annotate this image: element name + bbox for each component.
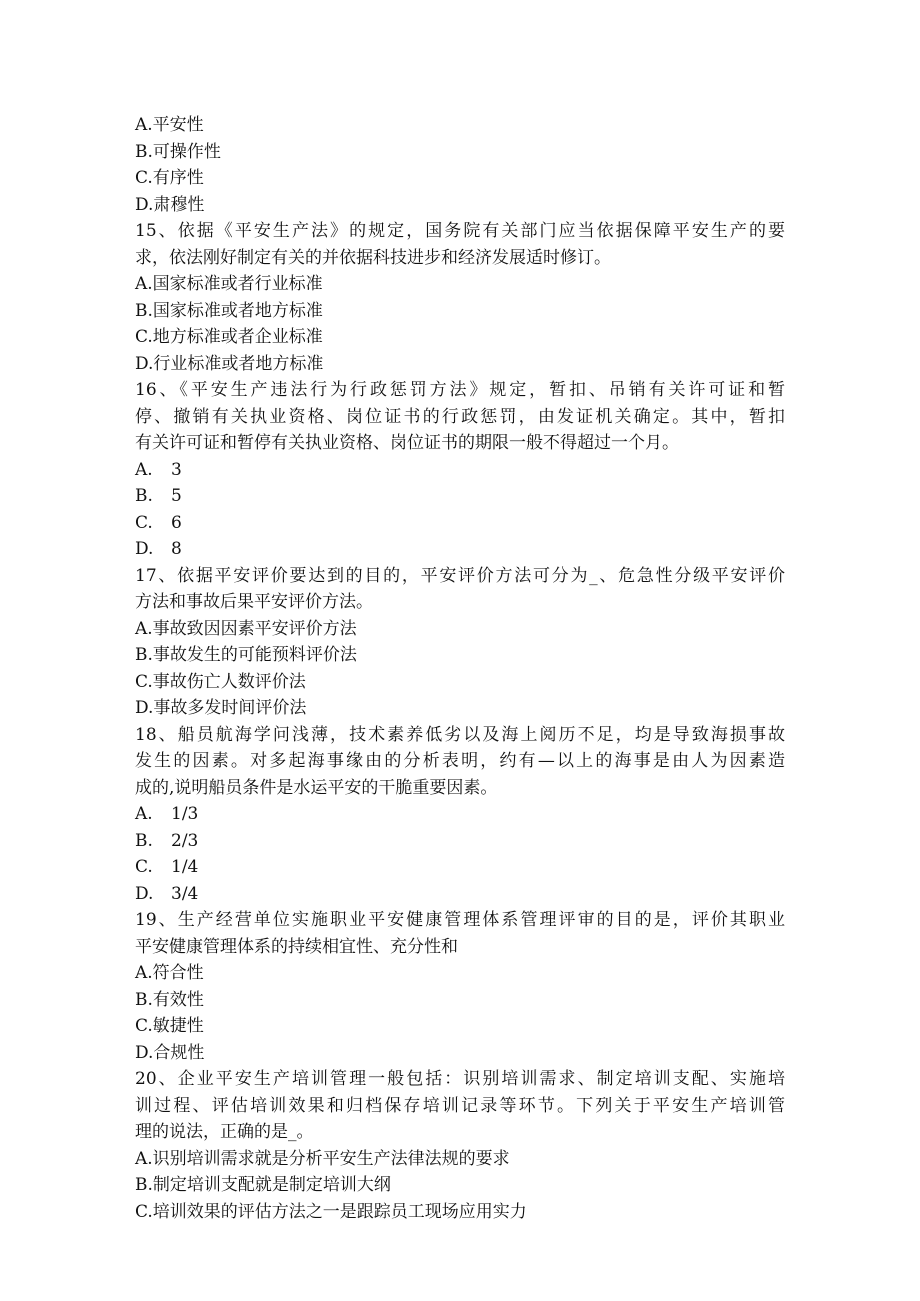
option-value: 5 (171, 486, 182, 506)
answer-option: B.可操作性 (135, 141, 221, 162)
option-key: D. (135, 883, 154, 904)
option-value: 1/3 (171, 804, 199, 824)
answer-option (135, 828, 785, 855)
question-line: 理的说法，正确的是_。 (135, 1122, 314, 1142)
exam-page (135, 112, 785, 1225)
option-value: 8 (171, 539, 182, 559)
answer-option: A.识别培训需求就是分析平安生产法律法规的要求 (135, 1148, 510, 1169)
option-key: B. (135, 830, 153, 851)
option-value: 1/4 (171, 857, 199, 877)
answer-option (135, 801, 785, 828)
question-line: 平安健康管理体系的持续相宜性、充分性和 (135, 936, 458, 957)
question-line: 19、生产经营单位实施职业平安健康管理体系管理评审的目的是，评价其职业 (135, 910, 785, 930)
question-stem (135, 1066, 785, 1146)
question-stem (135, 563, 785, 616)
option-key: C. (135, 512, 153, 533)
answer-option (135, 510, 785, 537)
option-key: C. (135, 857, 153, 877)
option-value: 6 (171, 512, 182, 533)
answer-option: C.敏捷性 (135, 1016, 204, 1036)
question-line: 训过程、评估培训效果和归档保存培训记录等环节。下列关于平安生产培训管 (135, 1095, 785, 1116)
answer-option: D.事故多发时间评价法 (135, 698, 307, 718)
answer-option: D.合规性 (135, 1042, 205, 1063)
question-line: 成的,说明船员条件是水运平安的干脆重要因素。 (135, 777, 498, 798)
question-line: 16、《平安生产违法行为行政惩罚方法》规定，暂扣、吊销有关许可证和暂 (135, 380, 785, 400)
option-key: A. (135, 804, 153, 824)
option-value: 3/4 (171, 883, 199, 904)
answer-option (135, 457, 785, 484)
answer-option (135, 536, 785, 563)
question-line: 方法和事故后果平安评价方法。 (135, 592, 373, 612)
question-line: 有关许可证和暂停有关执业资格、岗位证书的期限一般不得超过一个月。 (135, 433, 679, 453)
answer-option: B.国家标准或者地方标准 (135, 300, 323, 321)
option-value: 3 (171, 459, 182, 480)
answer-option: A.平安性 (135, 115, 204, 135)
answer-option (135, 854, 785, 881)
question-stem (135, 722, 785, 802)
answer-option: A.国家标准或者行业标准 (135, 274, 323, 294)
question-line: 17、依据平安评价要达到的目的，平安评价方法可分为_、危急性分级平安评价 (135, 565, 785, 586)
question-stem (135, 377, 785, 457)
answer-option: D.肃穆性 (135, 194, 205, 215)
answer-option: C.培训效果的评估方法之一是跟踪员工现场应用实力 (135, 1201, 527, 1222)
answer-option: B.事故发生的可能预料评价法 (135, 645, 357, 665)
question-stem (135, 218, 785, 271)
option-value: 2/3 (171, 830, 199, 851)
answer-option: A.事故致因因素平安评价方法 (135, 618, 357, 639)
answer-option: A.符合性 (135, 963, 204, 983)
question-line: 求，依法刚好制定有关的并依据科技进步和经济发展适时修订。 (135, 247, 611, 268)
question-line: 20、企业平安生产培训管理一般包括：识别培训需求、制定培训支配、实施培 (135, 1069, 785, 1089)
question-line: 发生的因素。对多起海事缘由的分析表明，约有—以上的海事是由人为因素造 (135, 751, 785, 771)
question-line: 15、依据《平安生产法》的规定，国务院有关部门应当依据保障平安生产的要 (135, 221, 785, 241)
answer-option: D.行业标准或者地方标准 (135, 353, 324, 374)
option-key: D. (135, 539, 154, 559)
option-key: B. (135, 486, 153, 506)
answer-option: B.有效性 (135, 989, 204, 1010)
question-line: 停、撤销有关执业资格、岗位证书的行政惩罚，由发证机关确定。其中，暂扣 (135, 406, 785, 427)
answer-option: C.地方标准或者企业标准 (135, 327, 323, 347)
answer-option (135, 881, 785, 908)
question-stem (135, 907, 785, 960)
answer-option: C.事故伤亡人数评价法 (135, 671, 306, 692)
answer-option: B.制定培训支配就是制定培训大纲 (135, 1175, 391, 1195)
question-line: 18、船员航海学问浅薄，技术素养低劣以及海上阅历不足，均是导致海损事故 (135, 724, 785, 745)
option-key: A. (135, 459, 153, 480)
answer-option: C.有序性 (135, 168, 204, 188)
answer-option (135, 483, 785, 510)
